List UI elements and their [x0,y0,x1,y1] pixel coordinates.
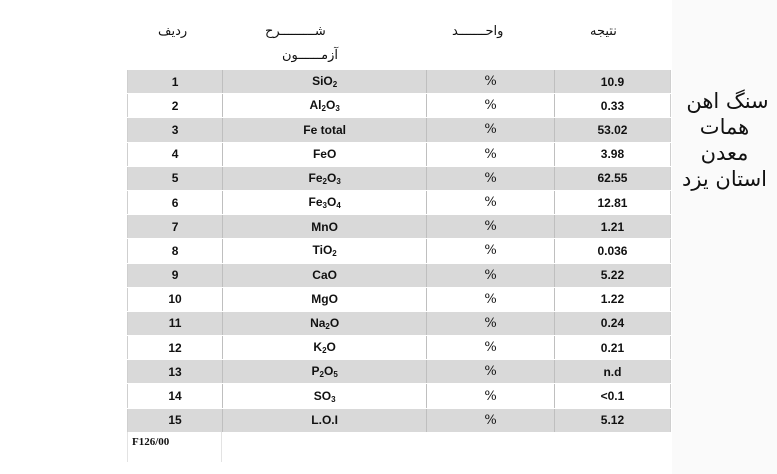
table-row [128,142,671,166]
row-number-cell: 14 [128,384,223,408]
unit-cell: % [427,70,555,94]
table-row [128,118,671,142]
unit-cell: % [427,336,555,360]
test-name-cell: $SO_3$ [223,384,427,408]
test-name-cell: $P_2O_5$ [223,360,427,384]
unit-cell: % [427,384,555,408]
row-number-cell: 5 [128,166,223,190]
test-name-cell: $Fe_2O_3$ [223,166,427,190]
result-value-cell: 3.98 [554,142,670,166]
form-code: F126/00 [132,436,170,448]
row-number-cell: 13 [128,360,223,384]
result-value-cell: 62.55 [554,166,670,190]
result-value-cell: 53.02 [554,118,670,142]
result-value-cell: 5.22 [554,263,670,287]
result-value-cell: 0.24 [554,311,670,335]
table-row [128,287,671,311]
unit-cell: % [427,94,555,118]
header-description: شـــــــــرح [265,24,326,39]
test-name-cell: FeO [223,142,427,166]
result-value-cell: 0.33 [554,94,670,118]
row-number-cell: 2 [128,94,223,118]
analysis-table-body [128,70,671,432]
table-row [128,190,671,214]
result-value-cell: <0.1 [554,384,670,408]
table-row [128,70,671,94]
table-row [128,263,671,287]
column-headers [0,22,672,70]
row-number-cell: 6 [128,190,223,214]
unit-cell: % [427,215,555,239]
table-row [128,311,671,335]
row-number-cell: 11 [128,311,223,335]
table-row [128,336,671,360]
row-number-cell: 15 [128,408,223,432]
test-name-cell: MgO [223,287,427,311]
analysis-table [127,70,671,433]
header-result: نتیجه [590,24,617,39]
unit-cell: % [427,360,555,384]
note-line: سنگ اهن [686,89,769,113]
note-line: استان یزد [681,167,768,191]
unit-cell: % [427,263,555,287]
table-row [128,215,671,239]
header-row-number: ردیف [158,24,188,39]
unit-cell: % [427,287,555,311]
row-number-cell: 3 [128,118,223,142]
note-line: معدن [700,141,749,165]
row-number-cell: 1 [128,70,223,94]
unit-cell: % [427,166,555,190]
test-name-cell: L.O.I [223,408,427,432]
row-number-cell: 4 [128,142,223,166]
unit-cell: % [427,118,555,142]
test-name-cell: $K_2O$ [223,336,427,360]
table-row [128,239,671,263]
test-name-cell: TiO$_2$ [223,239,427,263]
test-name-cell: $Fe_3O_4$ [223,190,427,214]
table-row [128,166,671,190]
unit-cell: % [427,239,555,263]
result-value-cell: 1.21 [554,215,670,239]
table-footer [127,432,672,462]
footer-divider [221,432,222,462]
test-name-cell: MnO [223,215,427,239]
row-number-cell: 9 [128,263,223,287]
test-name-cell: CaO [223,263,427,287]
row-number-cell: 8 [128,239,223,263]
result-value-cell: 1.22 [554,287,670,311]
test-name-cell: $Al_2O_3$ [223,94,427,118]
result-value-cell: 10.9 [554,70,670,94]
test-name-cell: SiO$_2$ [223,70,427,94]
handwritten-note [672,88,777,192]
header-description-test: آزمــــــون [282,48,338,63]
table-row [128,94,671,118]
row-number-cell: 12 [128,336,223,360]
unit-cell: % [427,311,555,335]
note-line: همات [699,115,750,139]
table-row [128,408,671,432]
row-number-cell: 7 [128,215,223,239]
test-name-cell: $Na_2O$ [223,311,427,335]
table-row [128,360,671,384]
table-row [128,384,671,408]
unit-cell: % [427,408,555,432]
result-value-cell: 12.81 [554,190,670,214]
result-value-cell: 5.12 [554,408,670,432]
header-unit: واحـــــــد [452,24,504,39]
test-name-cell: Fe total [223,118,427,142]
result-value-cell: n.d [554,360,670,384]
result-value-cell: 0.036 [554,239,670,263]
unit-cell: % [427,142,555,166]
row-number-cell: 10 [128,287,223,311]
unit-cell: % [427,190,555,214]
result-value-cell: 0.21 [554,336,670,360]
